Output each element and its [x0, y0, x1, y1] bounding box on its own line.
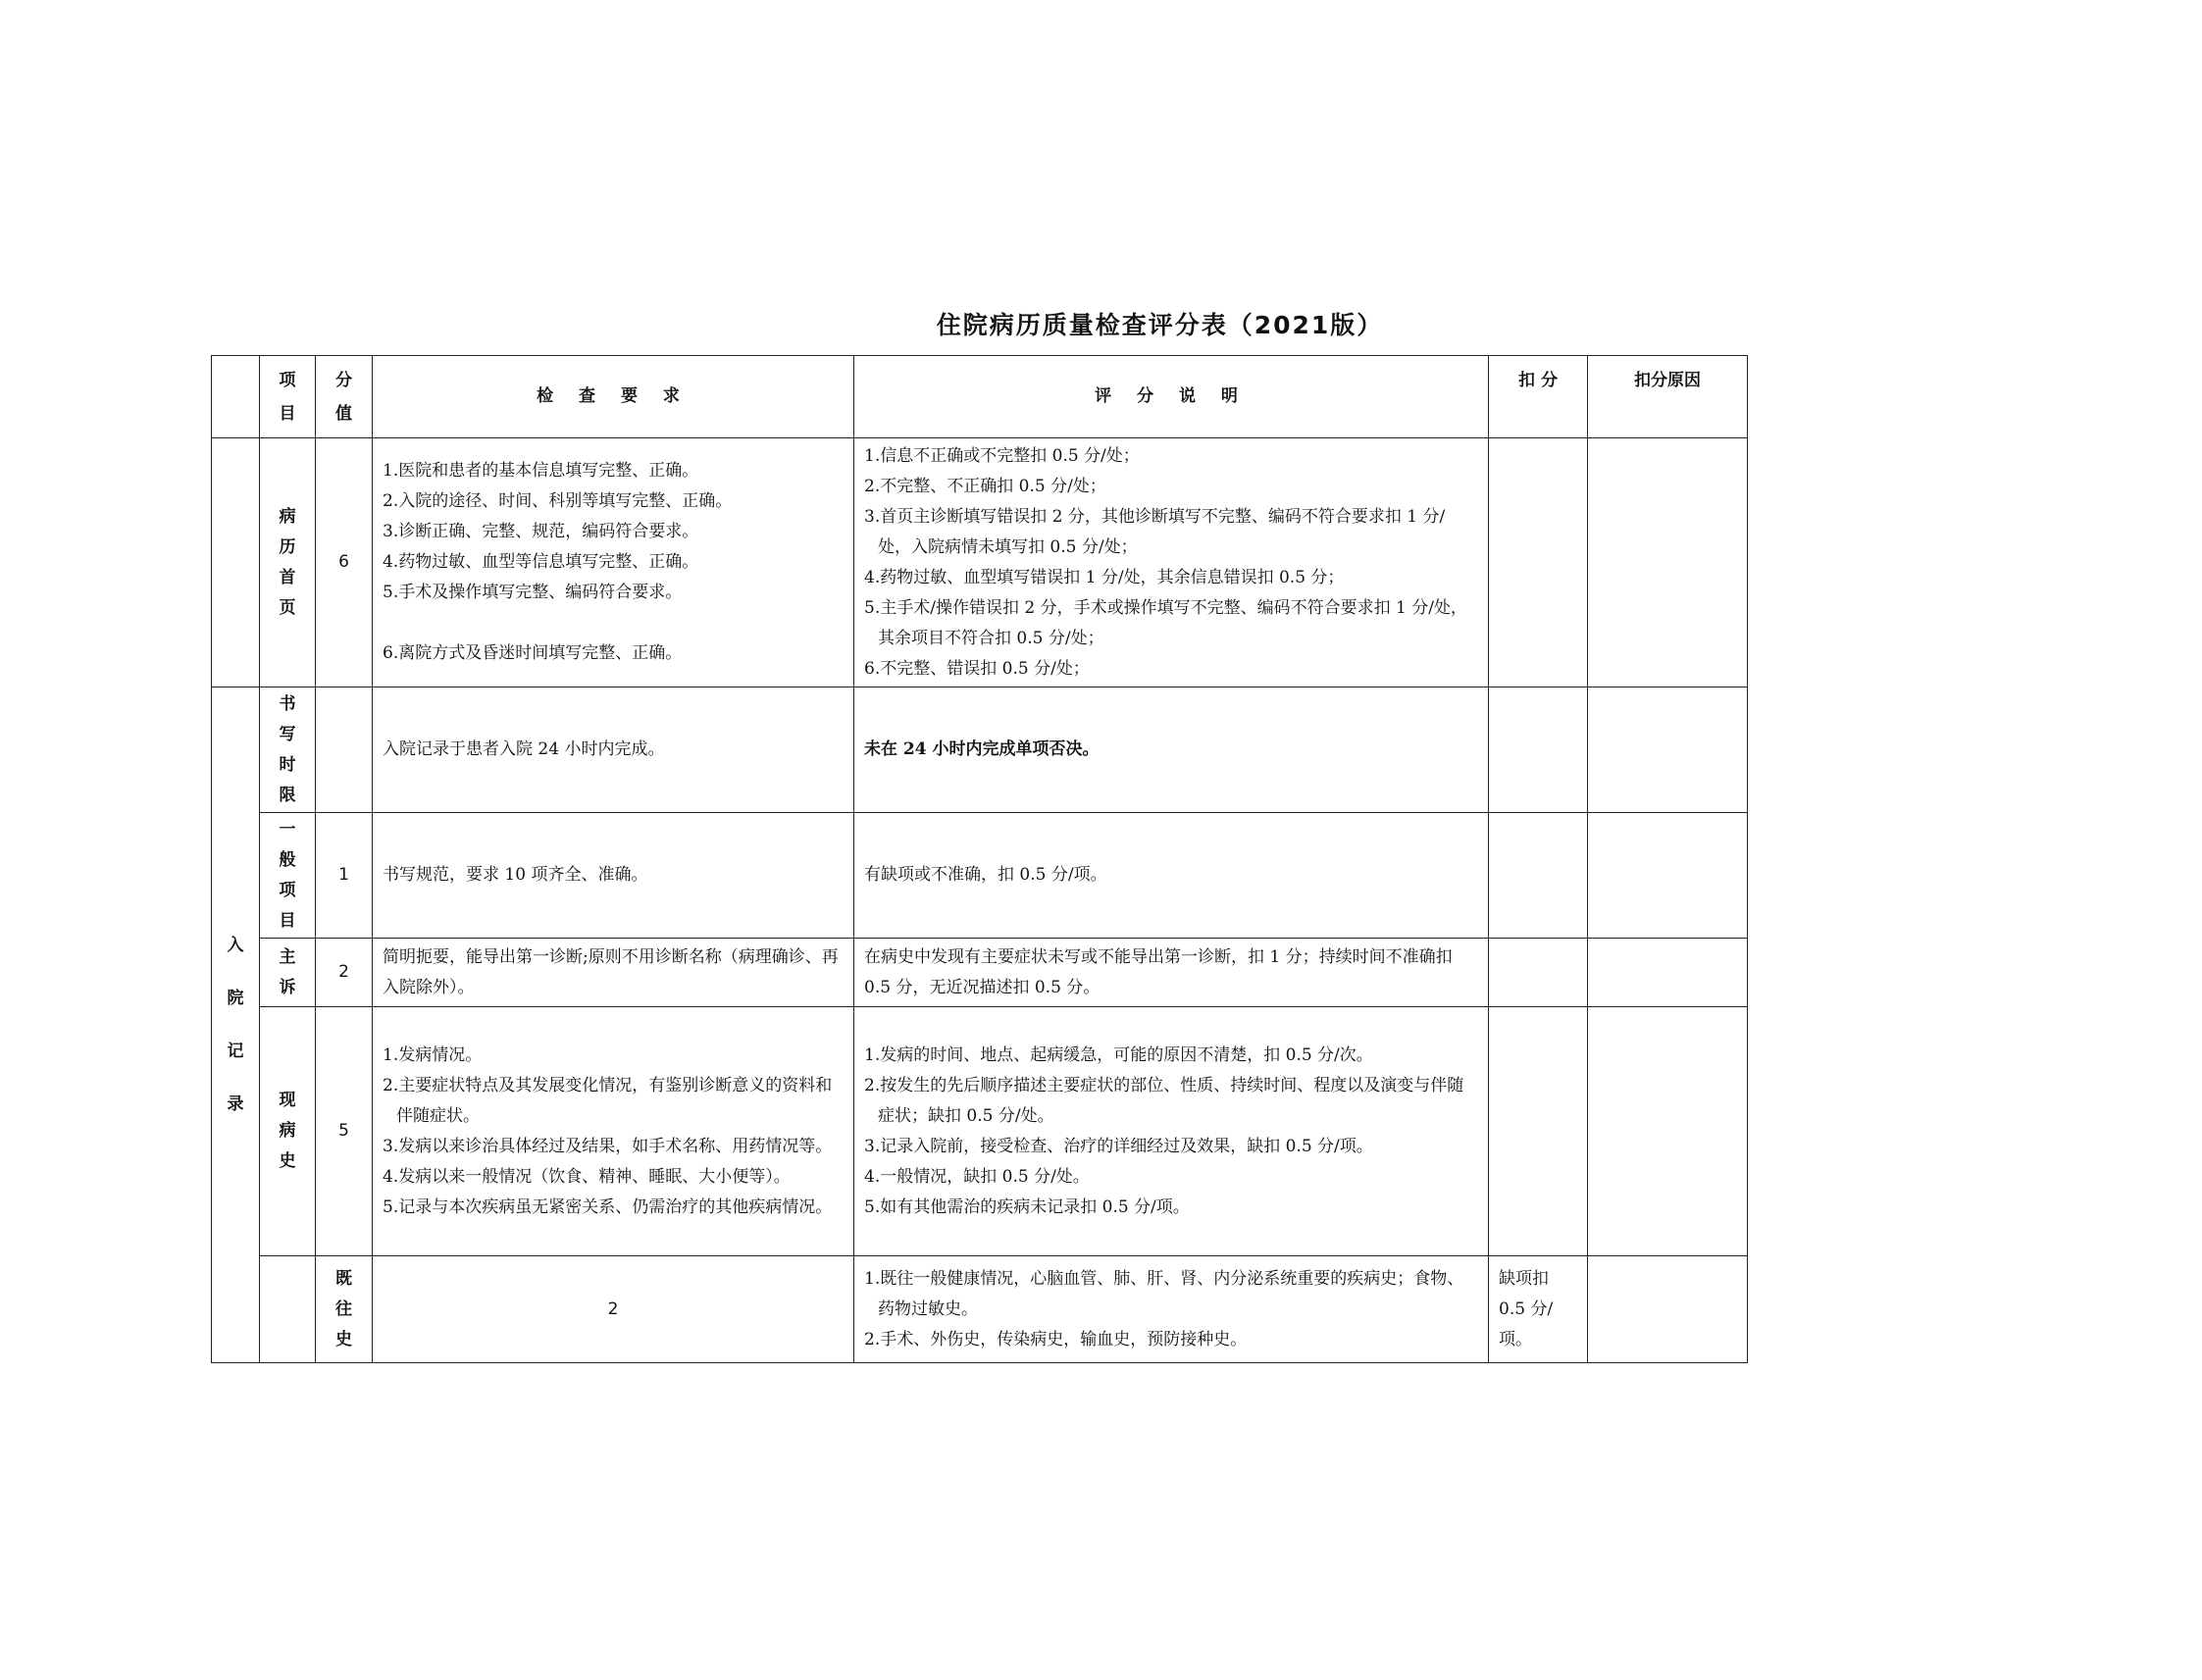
- item-label: [260, 438, 316, 687]
- header-item-char: 目: [279, 403, 296, 424]
- score-value: 6: [316, 438, 373, 687]
- list-item: 5.主手术/操作错误扣 2 分，手术或操作填写不完整、编码不符合要求扣 1 分/处，其余项目不符合扣 0.5 分/处；: [864, 597, 1467, 648]
- table-row: [212, 813, 1748, 939]
- list-item: 3.诊断正确、完整、规范，编码符合要求。: [383, 522, 699, 541]
- item-char: 诉: [279, 977, 296, 997]
- section-char: 入: [227, 936, 244, 955]
- score-value: 2: [316, 939, 373, 1007]
- list-item: 5.记录与本次疾病虽无紧密关系、仍需治疗的其他疾病情况。: [383, 1196, 833, 1217]
- header-deduct: 扣 分: [1489, 356, 1588, 438]
- list-item: 2.入院的途径、时间、科别等填写完整、正确。: [383, 491, 733, 511]
- list-item: 2.主要症状特点及其发展变化情况，有鉴别诊断意义的资料和伴随症状。: [383, 1075, 833, 1126]
- deduct-cell[interactable]: [1489, 687, 1588, 813]
- section-blank-cell: [260, 1256, 316, 1363]
- reason-cell[interactable]: [1588, 1007, 1748, 1256]
- table-row: [212, 438, 1748, 687]
- explanation-cell: 在病史中发现有主要症状未写或不能导出第一诊断，扣 1 分；持续时间不准确扣 0.5 分，无近况描述扣 0.5 分。: [854, 939, 1489, 1007]
- item-char: 病: [279, 1121, 296, 1141]
- requirements-cell: [373, 438, 854, 687]
- score-value: 1: [316, 813, 373, 939]
- list-item: 1.发病情况。: [383, 1044, 483, 1065]
- requirements-cell: [854, 1256, 1489, 1363]
- reason-cell[interactable]: [1588, 939, 1748, 1007]
- section-char: 记: [227, 1042, 244, 1061]
- item-label: [316, 1256, 373, 1363]
- header-score-char: 分: [335, 370, 352, 390]
- list-item: 1.发病的时间、地点、起病缓急，可能的原因不清楚，扣 0.5 分/次。: [864, 1044, 1373, 1065]
- header-score: [316, 356, 373, 438]
- item-label: [260, 1007, 316, 1256]
- header-row: [212, 356, 1748, 438]
- requirements-cell: 书写规范，要求 10 项齐全、准确。: [373, 813, 854, 939]
- list-item: 4.一般情况，缺扣 0.5 分/处。: [864, 1166, 1090, 1187]
- header-explanation: 评 分 说 明: [854, 356, 1489, 438]
- section-char: 院: [227, 989, 244, 1008]
- deduct-cell[interactable]: [1489, 813, 1588, 939]
- item-char: 现: [279, 1091, 296, 1110]
- requirements-cell: 入院记录于患者入院 24 小时内完成。: [373, 687, 854, 813]
- list-item: 6.离院方式及昏迷时间填写完整、正确。: [383, 643, 683, 663]
- list-item: 1.医院和患者的基本信息填写完整、正确。: [383, 461, 699, 481]
- section-blank-cell: [212, 438, 260, 687]
- item-char: 一: [279, 819, 296, 840]
- list-item: 5.如有其他需治的疾病未记录扣 0.5 分/项。: [864, 1196, 1190, 1217]
- explanation-list: [864, 441, 1478, 685]
- item-char: 般: [279, 849, 296, 870]
- requirements-cell: 简明扼要，能导出第一诊断;原则不用诊断名称（病理确诊、再入院除外）。: [373, 939, 854, 1007]
- item-label: [260, 813, 316, 939]
- item-char: 写: [279, 724, 296, 744]
- scoring-table: [211, 355, 1748, 1363]
- header-item: [260, 356, 316, 438]
- list-item: 5.手术及操作填写完整、编码符合要求。: [383, 583, 683, 602]
- item-char: 项: [279, 880, 296, 900]
- item-char: 目: [279, 910, 296, 931]
- item-char: 历: [279, 536, 296, 557]
- header-score-char: 值: [335, 403, 352, 424]
- explanation-list: [864, 1041, 1478, 1223]
- item-char: 史: [279, 1151, 296, 1171]
- header-item-char: 项: [279, 370, 296, 390]
- list-item: 2.手术、外伤史，传染病史，输血史，预防接种史。: [864, 1329, 1248, 1349]
- item-char: 既: [335, 1268, 352, 1289]
- reason-cell[interactable]: [1588, 687, 1748, 813]
- item-char: 史: [335, 1329, 352, 1349]
- list-item: 2.不完整、不正确扣 0.5 分/处；: [864, 476, 1106, 496]
- item-char: 时: [279, 754, 296, 775]
- header-reason: 扣分原因: [1588, 356, 1748, 438]
- table-row: [212, 1256, 1748, 1363]
- list-item: [396, 608, 844, 638]
- reason-cell[interactable]: [1588, 438, 1748, 687]
- list-item: 3.记录入院前，接受检查、治疗的详细经过及效果，缺扣 0.5 分/项。: [864, 1136, 1373, 1156]
- list-item: 1.信息不正确或不完整扣 0.5 分/处；: [864, 445, 1140, 466]
- header-requirements: 检 查 要 求: [373, 356, 854, 438]
- section-admission-label: [212, 687, 260, 1363]
- deduct-cell[interactable]: [1489, 438, 1588, 687]
- table-row: [212, 1007, 1748, 1256]
- table-row: [212, 687, 1748, 813]
- header-blank-cell: [212, 356, 260, 438]
- explanation-cell: 缺项扣 0.5 分/项。: [1489, 1256, 1588, 1363]
- item-label: [260, 939, 316, 1007]
- explanation-cell: [854, 438, 1489, 687]
- list-item: 6.不完整、错误扣 0.5 分/处；: [864, 658, 1090, 679]
- item-label: [260, 687, 316, 813]
- score-value: 5: [316, 1007, 373, 1256]
- item-char: 往: [335, 1298, 352, 1319]
- item-char: 病: [279, 506, 296, 527]
- item-char: 主: [279, 946, 296, 967]
- item-char: 页: [279, 597, 296, 618]
- explanation-cell: [854, 1007, 1489, 1256]
- list-item: 3.首页主诊断填写错误扣 2 分，其他诊断填写不完整、编码不符合要求扣 1 分/处，入院病情未填写扣 0.5 分/处；: [864, 506, 1446, 557]
- table-row: [212, 939, 1748, 1007]
- deduct-cell[interactable]: [1489, 1007, 1588, 1256]
- item-char: 书: [279, 693, 296, 714]
- deduct-cell[interactable]: [1588, 1256, 1748, 1363]
- item-char: 首: [279, 567, 296, 587]
- score-value: [316, 687, 373, 813]
- requirements-list: [383, 1041, 844, 1223]
- list-item: 2.按发生的先后顺序描述主要症状的部位、性质、持续时间、程度以及演变与伴随症状；缺扣 0.5 分/处。: [864, 1075, 1464, 1126]
- document-title: 住院病历质量检查评分表（2021版）: [936, 311, 1384, 339]
- section-char: 录: [227, 1095, 244, 1114]
- item-char: 限: [279, 785, 296, 805]
- requirements-list: [383, 456, 844, 669]
- score-value: 2: [373, 1256, 854, 1363]
- deduct-cell[interactable]: [1489, 939, 1588, 1007]
- explanation-cell: 有缺项或不准确，扣 0.5 分/项。: [854, 813, 1489, 939]
- list-item: 4.药物过敏、血型等信息填写完整、正确。: [383, 552, 699, 572]
- list-item: 4.发病以来一般情况（饮食、精神、睡眠、大小便等）。: [383, 1166, 791, 1187]
- requirements-list: [864, 1264, 1478, 1355]
- list-item: 1.既往一般健康情况，心脑血管、肺、肝、肾、内分泌系统重要的疾病史；食物、药物过敏史。: [864, 1268, 1464, 1319]
- list-item: 3.发病以来诊治具体经过及结果，如手术名称、用药情况等。: [383, 1136, 833, 1156]
- list-item: 4.药物过敏、血型填写错误扣 1 分/处，其余信息错误扣 0.5 分；: [864, 567, 1345, 587]
- requirements-cell: [373, 1007, 854, 1256]
- explanation-cell: 未在 24 小时内完成单项否决。: [854, 687, 1489, 813]
- reason-cell[interactable]: [1588, 813, 1748, 939]
